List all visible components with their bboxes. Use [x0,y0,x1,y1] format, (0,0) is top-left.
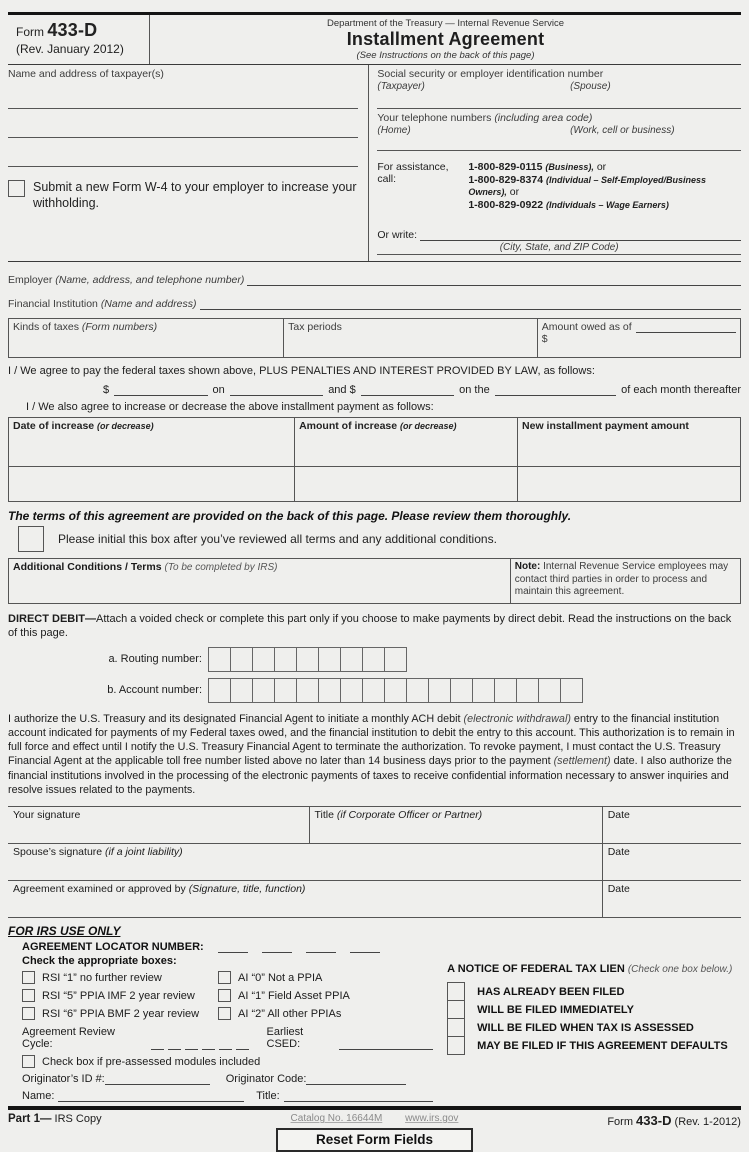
amount-owed-cell[interactable]: Amount owed as of $ [537,319,740,357]
ach-authorization-text: I authorize the U.S. Treasury and its designated Financial Agent to initiate a monthly ACH debit (electronic withdrawal) entry to the financial institution account indicated for payments of my Federal taxes owed, and the financial institution to debit the entry to this account. This authorization is to remain in full force and effect until I notify the U.S. Treasury Financial Agent to terminate the authorization. To revoke payment, I must contact the U.S. Treasury Financial Agent at the applicable toll free number listed above no later than 14 business days prior to the payment (settlement) date. I also authorize the financial institutions involved in the processing of the electronic payments of taxes to receive confidential information necessary to answer inquiries and resolve issues related to the payments. [8,712,735,796]
amount-field-1[interactable] [114,383,207,396]
name-address-line-3[interactable] [8,138,358,167]
new-installment-field[interactable] [517,467,740,501]
ssn-taxpayer-hint: (Taxpayer) [377,81,425,92]
w4-label: Submit a new Form W-4 to your employer to increase your withholding. [33,180,357,210]
rsi-1-option: RSI “1” no further review [22,971,218,984]
or-write-field[interactable] [420,228,741,241]
irs-name-field[interactable] [58,1090,244,1102]
routing-number-row [8,647,741,672]
title-field[interactable]: Title (if Corporate Officer or Partner) [309,807,602,843]
ssn-label: Social security or employer identification number [377,68,604,80]
agreement-approved-field[interactable]: Agreement examined or approved by (Signature, title, function) [13,883,306,896]
routing-number-field[interactable] [208,647,407,672]
form-number: 433-D [47,20,98,40]
signature-table [8,806,741,918]
cycle-field-6[interactable] [236,1038,249,1050]
phone-hint: (including area code) [494,112,593,124]
name-address-label: Name and address of taxpayer(s) [8,68,164,80]
amount-of-increase-field[interactable] [294,467,517,501]
your-signature-date-field[interactable]: Date [602,807,741,843]
employer-field[interactable] [247,274,741,286]
account-number-row [8,678,741,703]
phone-work-hint: (Work, cell or business) [570,125,675,136]
name-address-column [8,65,369,261]
originator-id-label: Originator’s ID #: [22,1073,105,1086]
assistance-block [377,161,741,212]
lien-option-defaults: MAY BE FILED IF THIS AGREEMENT DEFAULTS [447,1037,741,1055]
tax-table [8,318,741,358]
account-number-field[interactable] [208,678,583,703]
contact-column [369,65,741,261]
spouse-signature-date-field[interactable]: Date [602,844,741,880]
ai-1-option: AI “1” Field Asset PPIA [218,989,350,1002]
rsi-5-checkbox[interactable] [22,989,35,1002]
lien-option-filed: HAS ALREADY BEEN FILED [447,983,741,1001]
agreement-line-1: I / We agree to pay the federal taxes shown above, PLUS PENALTIES AND INTEREST PROVIDED BY LAW, as follows: [8,365,595,377]
initial-box[interactable] [18,526,44,552]
rsi-6-option: RSI “6” PPIA BMF 2 year review [22,1007,218,1020]
tax-lien-heading: A NOTICE OF FEDERAL TAX LIEN [447,963,628,976]
form-revision: (Rev. January 2012) [16,42,124,56]
financial-institution-hint: (Name and address) [100,298,197,310]
ssn-block[interactable] [377,68,741,109]
form-title: Installment Agreement [346,29,545,49]
review-options [22,971,433,1020]
locator-field-3[interactable] [306,941,336,953]
tax-lien-hint: (Check one box below.) [627,964,733,976]
frag-on: on [212,384,225,396]
increase-table [8,417,741,502]
amount-field-2[interactable] [361,383,454,396]
initial-label: Please initial this box after you’ve reviewed all terms and any additional conditions. [58,532,497,546]
taxpayer-info-section [8,65,741,262]
review-cycle-row [22,1026,433,1050]
agreement-approved-date-field[interactable]: Date [602,881,741,917]
new-installment-header: New installment payment amount [517,418,740,466]
phone-home-hint: (Home) [377,125,411,136]
originator-id-field[interactable] [105,1073,210,1085]
or-write-row [377,228,741,241]
phone-label: Your telephone numbers [377,112,495,124]
tax-lien-column [433,941,741,1102]
ssn-spouse-hint: (Spouse) [570,81,611,92]
date-of-increase-header: Date of increase (or decrease) [13,420,154,432]
name-title-row [22,1090,433,1102]
terms-notice: The terms of this agreement are provided on the back of this page. Please review them thoroughly. [8,509,572,523]
preassessed-row [22,1055,433,1068]
rsi-1-checkbox[interactable] [22,971,35,984]
kinds-of-taxes-cell[interactable]: Kinds of taxes (Form numbers) [13,321,158,333]
frag-thereafter: of each month thereafter [621,384,741,396]
irs-use-only-heading: FOR IRS USE ONLY [8,924,121,939]
originator-code-field[interactable] [306,1073,406,1085]
locator-field-1[interactable] [218,941,248,953]
irs-use-only-section [8,924,741,1106]
ai-2-option: AI “2” All other PPIAs [218,1007,350,1020]
agreement-approved-row [8,881,741,918]
form-title-block [150,15,741,64]
date-field-1[interactable] [230,383,323,396]
name-address-line-2[interactable] [8,109,358,138]
tax-periods-cell[interactable]: Tax periods [283,319,537,357]
city-state-zip-hint: (City, State, and ZIP Code) [377,242,741,255]
check-boxes-label: Check the appropriate boxes: [22,955,177,968]
financial-institution-field[interactable] [200,298,741,310]
catalog-number: Catalog No. 16644M [290,1113,383,1125]
part-copy-label: Part 1— IRS Copy [8,1113,102,1126]
agreement-locator-label: AGREEMENT LOCATOR NUMBER: [22,941,204,954]
form-word: Form [16,25,44,39]
review-cycle-label: Agreement Review Cycle: [22,1026,115,1051]
rsi-6-checkbox[interactable] [22,1007,35,1020]
earliest-csed-field[interactable] [339,1038,433,1050]
ai-1-checkbox[interactable] [218,989,231,1002]
employer-label: Employer [8,274,56,286]
assistance-line-3: 1-800-829-0922 (Individuals – Wage Earners) [468,199,669,211]
lien-option-assessed: WILL BE FILED WHEN TAX IS ASSESSED [447,1019,741,1037]
form-number-block [8,15,150,64]
cycle-field-2[interactable] [168,1038,181,1050]
frag-on-the: on the [459,384,490,396]
irs-title-field[interactable] [284,1090,433,1102]
w4-checkbox[interactable] [8,180,25,197]
footer-form-number: Form 433-D (Rev. 1-2012) [607,1113,741,1129]
routing-number-label: a. Routing number: [108,653,202,666]
agreement-locator-row [22,941,433,953]
tax-lien-options [447,983,741,1055]
financial-institution-label: Financial Institution [8,298,101,310]
originator-row [22,1073,433,1085]
locator-field-4[interactable] [350,941,380,953]
assistance-line-2: 1-800-829-8374 (Individual – Self-Employed/Business Owners), or [468,174,707,198]
amount-dollar-1: $ [103,384,110,396]
financial-institution-row [8,298,741,310]
cycle-field-1[interactable] [151,1038,164,1050]
assistance-label: For assistance, call: [377,161,449,185]
preassessed-checkbox[interactable] [22,1055,35,1068]
catalog-block [250,1113,499,1124]
lien-assessed-checkbox[interactable] [447,1018,465,1037]
additional-conditions-box [8,558,741,604]
spouse-signature-field[interactable]: Spouse’s signature (if a joint liability) [13,846,183,859]
ai-2-checkbox[interactable] [218,1007,231,1020]
earliest-csed-label: Earliest CSED: [266,1026,304,1051]
your-signature-row [8,807,741,844]
ai-0-option: AI “0” Not a PPIA [218,971,350,984]
cycle-field-4[interactable] [202,1038,215,1050]
amount-owed-dollar: $ [541,333,548,345]
initial-row [8,526,741,552]
irs-website-link[interactable]: www.irs.gov [405,1113,459,1125]
irs-title-label: Title: [256,1090,280,1103]
direct-debit-intro: DIRECT DEBIT—Attach a voided check or complete this part only if you choose to make payments by direct debit. Read the instructions on the back of this page. [8,613,732,640]
lien-option-immediately: WILL BE FILED IMMEDIATELY [447,1001,741,1019]
assistance-line-1: 1-800-829-0115 (Business), or [468,161,607,173]
w4-checkbox-row [8,180,358,211]
agreement-amounts-row [8,383,741,396]
or-write-label: Or write: [377,229,418,241]
irs-note-cell: Note: Internal Revenue Service employees may contact third parties in order to process and maintain this agreement. [510,559,740,603]
cycle-field-3[interactable] [185,1038,198,1050]
irs-name-label: Name: [22,1090,55,1103]
form-subtitle: (See Instructions on the back of this page) [356,50,535,61]
name-address-line-1[interactable] [8,80,358,109]
agency-name: Department of the Treasury — Internal Revenue Service [326,18,565,29]
employer-hint: (Name, address, and telephone number) [55,274,245,286]
irs-use-left-column [8,941,433,1102]
amount-owed-date-field[interactable] [636,322,736,333]
date-of-increase-field[interactable] [9,467,294,501]
lien-defaults-checkbox[interactable] [447,1036,465,1055]
spouse-signature-row [8,844,741,881]
date-field-2[interactable] [495,383,616,396]
reset-form-fields-button[interactable]: Reset Form Fields [276,1128,473,1152]
phone-block[interactable] [377,112,741,151]
originator-code-label: Originator Code: [225,1073,307,1086]
cycle-field-5[interactable] [219,1038,232,1050]
form-footer [8,1110,741,1128]
form-header [8,15,741,65]
your-signature-field[interactable]: Your signature [13,809,81,822]
frag-and: and $ [328,384,356,396]
account-number-label: b. Account number: [107,684,202,697]
employer-row [8,274,741,286]
additional-conditions-cell[interactable]: Additional Conditions / Terms (To be completed by IRS) [13,561,278,573]
preassessed-label: Check box if pre-assessed modules included [42,1055,261,1068]
rsi-5-option: RSI “5” PPIA IMF 2 year review [22,989,218,1002]
locator-field-2[interactable] [262,941,292,953]
lien-immediately-checkbox[interactable] [447,1000,465,1019]
amount-of-increase-header: Amount of increase (or decrease) [294,418,517,466]
agreement-line-2: I / We also agree to increase or decrease the above installment payment as follows: [26,401,434,413]
lien-filed-checkbox[interactable] [447,982,465,1001]
ai-0-checkbox[interactable] [218,971,231,984]
